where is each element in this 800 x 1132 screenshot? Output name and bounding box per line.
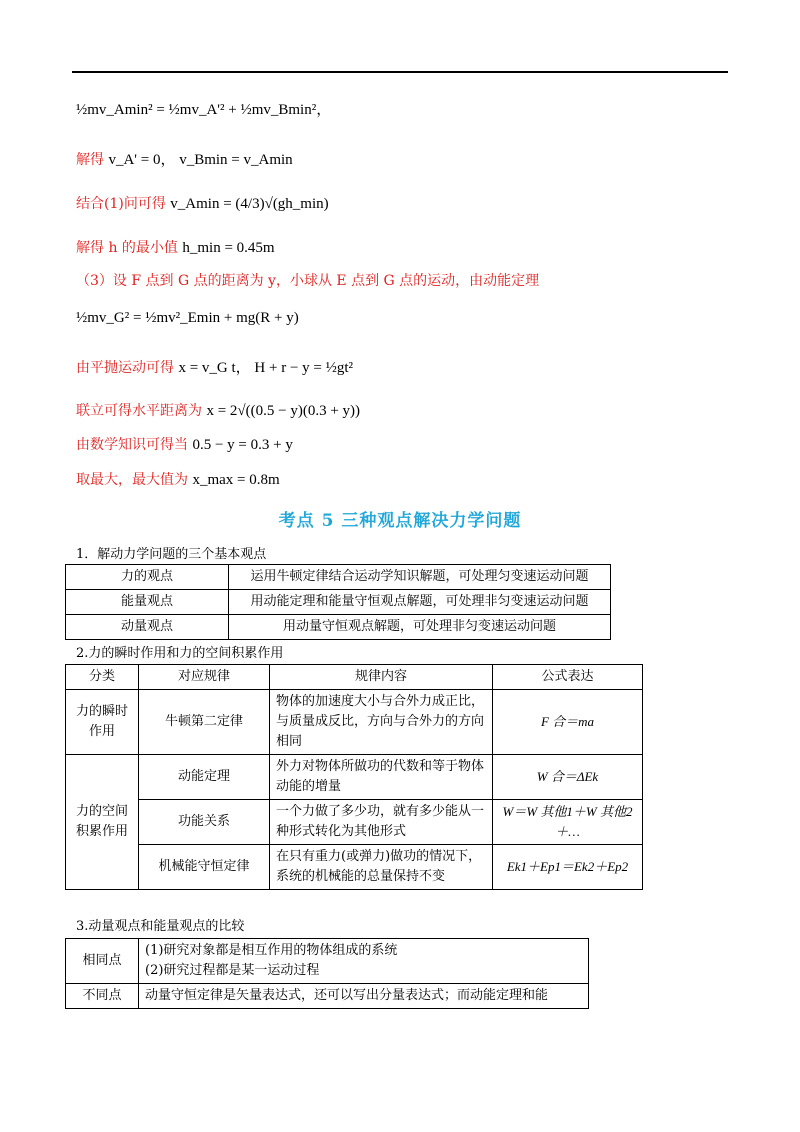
- table-cell: 用动量守恒观点解题，可处理非匀变速运动问题: [229, 615, 611, 640]
- table-header: 对应规律: [139, 665, 270, 690]
- table-cell: 运用牛顿定律结合运动学知识解题，可处理匀变速运动问题: [229, 565, 611, 590]
- table-row: [66, 800, 643, 845]
- solution-label: 结合(1)问可得: [76, 196, 166, 212]
- viewpoints-table: [65, 564, 611, 640]
- table-row: [66, 939, 589, 984]
- solution-line-6: [76, 435, 293, 455]
- formula-cell: Ek1＋Ep1＝Ek2＋Ep2: [493, 845, 643, 890]
- table-cell: 一个力做了多少功，就有多少能从一种形式转化为其他形式: [270, 800, 493, 845]
- table-header: 公式表达: [493, 665, 643, 690]
- table-cell: 外力对物体所做功的代数和等于物体动能的增量: [270, 755, 493, 800]
- solution-math: x_max = 0.8m: [192, 472, 280, 488]
- solution-line-5: [76, 401, 360, 421]
- table-cell: 在只有重力(或弹力)做功的情况下，系统的机械能的总量保持不变: [270, 845, 493, 890]
- section-2-title: 2.力的瞬时作用和力的空间积累作用: [76, 646, 284, 661]
- section-3-title: 3.动量观点和能量观点的比较: [76, 919, 245, 934]
- table-header: 分类: [66, 665, 139, 690]
- solution-label: 解得: [76, 152, 104, 168]
- comparison-table: [65, 938, 589, 1009]
- solution-math: 0.5 − y = 0.3 + y: [192, 437, 293, 453]
- section-1-title: 1．解动力学问题的三个基本观点: [76, 547, 267, 562]
- table-cell: 物体的加速度大小与合外力成正比，与质量成反比，方向与合外力的方向相同: [270, 690, 493, 755]
- solution-label: 联立可得水平距离为: [76, 403, 202, 419]
- solution-label: 由平抛运动可得: [76, 360, 174, 376]
- table-cell: 动能定理: [139, 755, 270, 800]
- solution-math: x = 2√((0.5 − y)(0.3 + y)): [206, 403, 361, 419]
- solution-label: 取最大，最大值为: [76, 472, 188, 488]
- solution-line-1: [76, 150, 293, 170]
- formula-cell: W 合＝ΔEk: [493, 755, 643, 800]
- table-cell: 力的观点: [66, 565, 229, 590]
- formula-cell: F 合＝ma: [493, 690, 643, 755]
- table-header: 规律内容: [270, 665, 493, 690]
- table-row: [66, 845, 643, 890]
- solution-line-7: [76, 470, 280, 490]
- table-row: [66, 565, 611, 590]
- solution-math: v_Amin = (4/3)√(gh_min): [170, 196, 329, 212]
- table-cell: 动量观点: [66, 615, 229, 640]
- table-cell: 功能关系: [139, 800, 270, 845]
- part-3-intro: （3）设 F 点到 G 点的距离为 y，小球从 E 点到 G 点的运动，由动能定理: [76, 273, 540, 289]
- equation-kinetic: ½mv_G² = ½mv²_Emin + mg(R + y): [76, 310, 299, 326]
- solution-line-3: [76, 238, 275, 258]
- table-cell: [139, 939, 589, 984]
- solution-math: v_A' = 0， v_Bmin = v_Amin: [108, 152, 293, 168]
- category-cell: 力的瞬时作用: [66, 690, 139, 755]
- table-row: [66, 590, 611, 615]
- same-point-2: (2)研究过程都是某一运动过程: [145, 963, 320, 978]
- header-rule: [72, 71, 728, 73]
- table-row: [66, 690, 643, 755]
- same-point-1: (1)研究对象都是相互作用的物体组成的系统: [145, 943, 398, 958]
- table-cell: 能量观点: [66, 590, 229, 615]
- row-label: 相同点: [66, 939, 139, 984]
- table-cell: 牛顿第二定律: [139, 690, 270, 755]
- solution-line-4: [76, 358, 353, 378]
- table-row: [66, 755, 643, 800]
- solution-math: x = v_G t， H + r − y = ½gt²: [178, 360, 354, 376]
- table-cell: 用动能定理和能量守恒观点解题，可处理非匀变速运动问题: [229, 590, 611, 615]
- equation-energy: ½mv_Amin² = ½mv_A'² + ½mv_Bmin²，: [76, 102, 332, 118]
- row-label: 不同点: [66, 984, 139, 1009]
- solution-line-2: [76, 194, 329, 214]
- table-header-row: [66, 665, 643, 690]
- table-row: [66, 984, 589, 1009]
- category-cell: 力的空间积累作用: [66, 755, 139, 890]
- solution-math: h_min = 0.45m: [182, 240, 275, 256]
- solution-label: 由数学知识可得当: [76, 437, 188, 453]
- solution-label: 解得 h 的最小值: [76, 240, 178, 256]
- force-effect-table: [65, 664, 643, 890]
- section-heading: 考点 5 三种观点解决力学问题: [278, 511, 522, 531]
- table-cell: 动量守恒定律是矢量表达式，还可以写出分量表达式；而动能定理和能: [139, 984, 589, 1009]
- table-row: [66, 615, 611, 640]
- formula-cell: W＝W 其他1＋W 其他2＋…: [493, 800, 643, 845]
- table-cell: 机械能守恒定律: [139, 845, 270, 890]
